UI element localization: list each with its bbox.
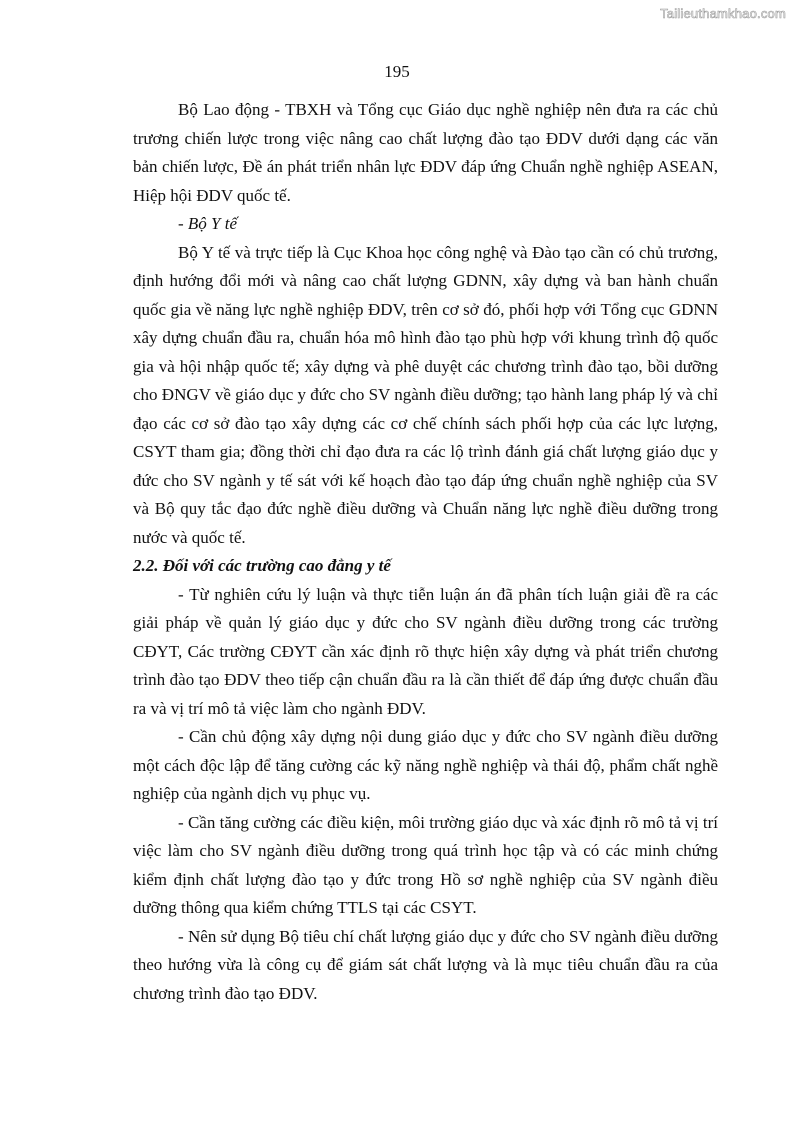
paragraph-colleges-1: - Từ nghiên cứu lý luận và thực tiễn luận án đã phân tích luận giải đề ra các giải pháp về quản lý giáo dục y đức cho SV ngành điều dưỡng trong các trường CĐYT, Các trường CĐYT cần xác định rõ thực hiện xây dựng và phát triển chương trình đào tạo ĐDV theo tiếp cận chuẩn đầu ra là cần thiết để đáp ứng được chuẩn đầu ra và vị trí mô tả việc làm cho ngành ĐDV. <box>133 584 718 718</box>
subheading-ministry-health: - Bộ Y tế <box>178 214 238 233</box>
paragraph-ministry-health: Bộ Y tế và trực tiếp là Cục Khoa học công nghệ và Đào tạo cần có chủ trương, định hướng đổi mới và nâng cao chất lượng GDNN, xây dựng và ban hành chuẩn quốc gia về năng lực nghề nghiệp ĐDV, trên cơ sở đó, phối hợp với Tổng cục GDNN xây dựng chuẩn đầu ra, chuẩn hóa mô hình đào tạo phù hợp với khung trình độ quốc gia và hội nhập quốc tế; xây dựng và phê duyệt các chương trình đào tạo, bồi dưỡng cho ĐNGV về giáo dục y đức cho SV ngành điều dưỡng; tạo hành lang pháp lý và chỉ đạo các cơ sở đào tạo xây dựng các cơ chế chính sách phối hợp của các lực lượng, CSYT tham gia; đồng thời chỉ đạo đưa ra các lộ trình đánh giá chất lượng giáo dục y đức cho SV ngành y tế sát với kế hoạch đào tạo đáp ứng chuẩn nghề nghiệp của SV và Bộ quy tắc đạo đức nghề điều dưỡng và Chuẩn năng lực nghề điều dưỡng trong nước và quốc tế. <box>133 242 718 547</box>
document-body <box>133 96 718 1008</box>
page-number: 195 <box>384 62 410 81</box>
section-heading-colleges: 2.2. Đối với các trường cao đẳng y tế <box>133 556 391 575</box>
paragraph-ministry-labor: Bộ Lao động - TBXH và Tổng cục Giáo dục nghề nghiệp nên đưa ra các chủ trương chiến lược trong việc nâng cao chất lượng đào tạo ĐDV dưới dạng các văn bản chiến lược, Đề án phát triển nhân lực ĐDV đáp ứng Chuẩn nghề nghiệp ASEAN, Hiệp hội ĐDV quốc tế. <box>133 100 718 205</box>
paragraph-colleges-3: - Cần tăng cường các điều kiện, môi trường giáo dục và xác định rõ mô tả vị trí việc làm cho SV ngành điều dưỡng trong quá trình học tập và có các minh chứng kiểm định chất lượng đào tạo y đức trong Hồ sơ nghề nghiệp của SV ngành điều dưỡng thông qua kiểm chứng TTLS tại các CSYT. <box>133 812 718 917</box>
watermark: Tailieuthamkhao.com <box>660 6 786 21</box>
paragraph-colleges-4: - Nên sử dụng Bộ tiêu chí chất lượng giáo dục y đức cho SV ngành điều dưỡng theo hướng vừa là công cụ để giám sát chất lượng và là mục tiêu chuẩn đầu ra của chương trình đào tạo ĐDV. <box>133 926 718 1003</box>
paragraph-colleges-2: - Cần chủ động xây dựng nội dung giáo dục y đức cho SV ngành điều dưỡng một cách độc lập để tăng cường các kỹ năng nghề nghiệp và thái độ, phẩm chất nghề nghiệp của ngành dịch vụ phục vụ. <box>133 727 718 803</box>
